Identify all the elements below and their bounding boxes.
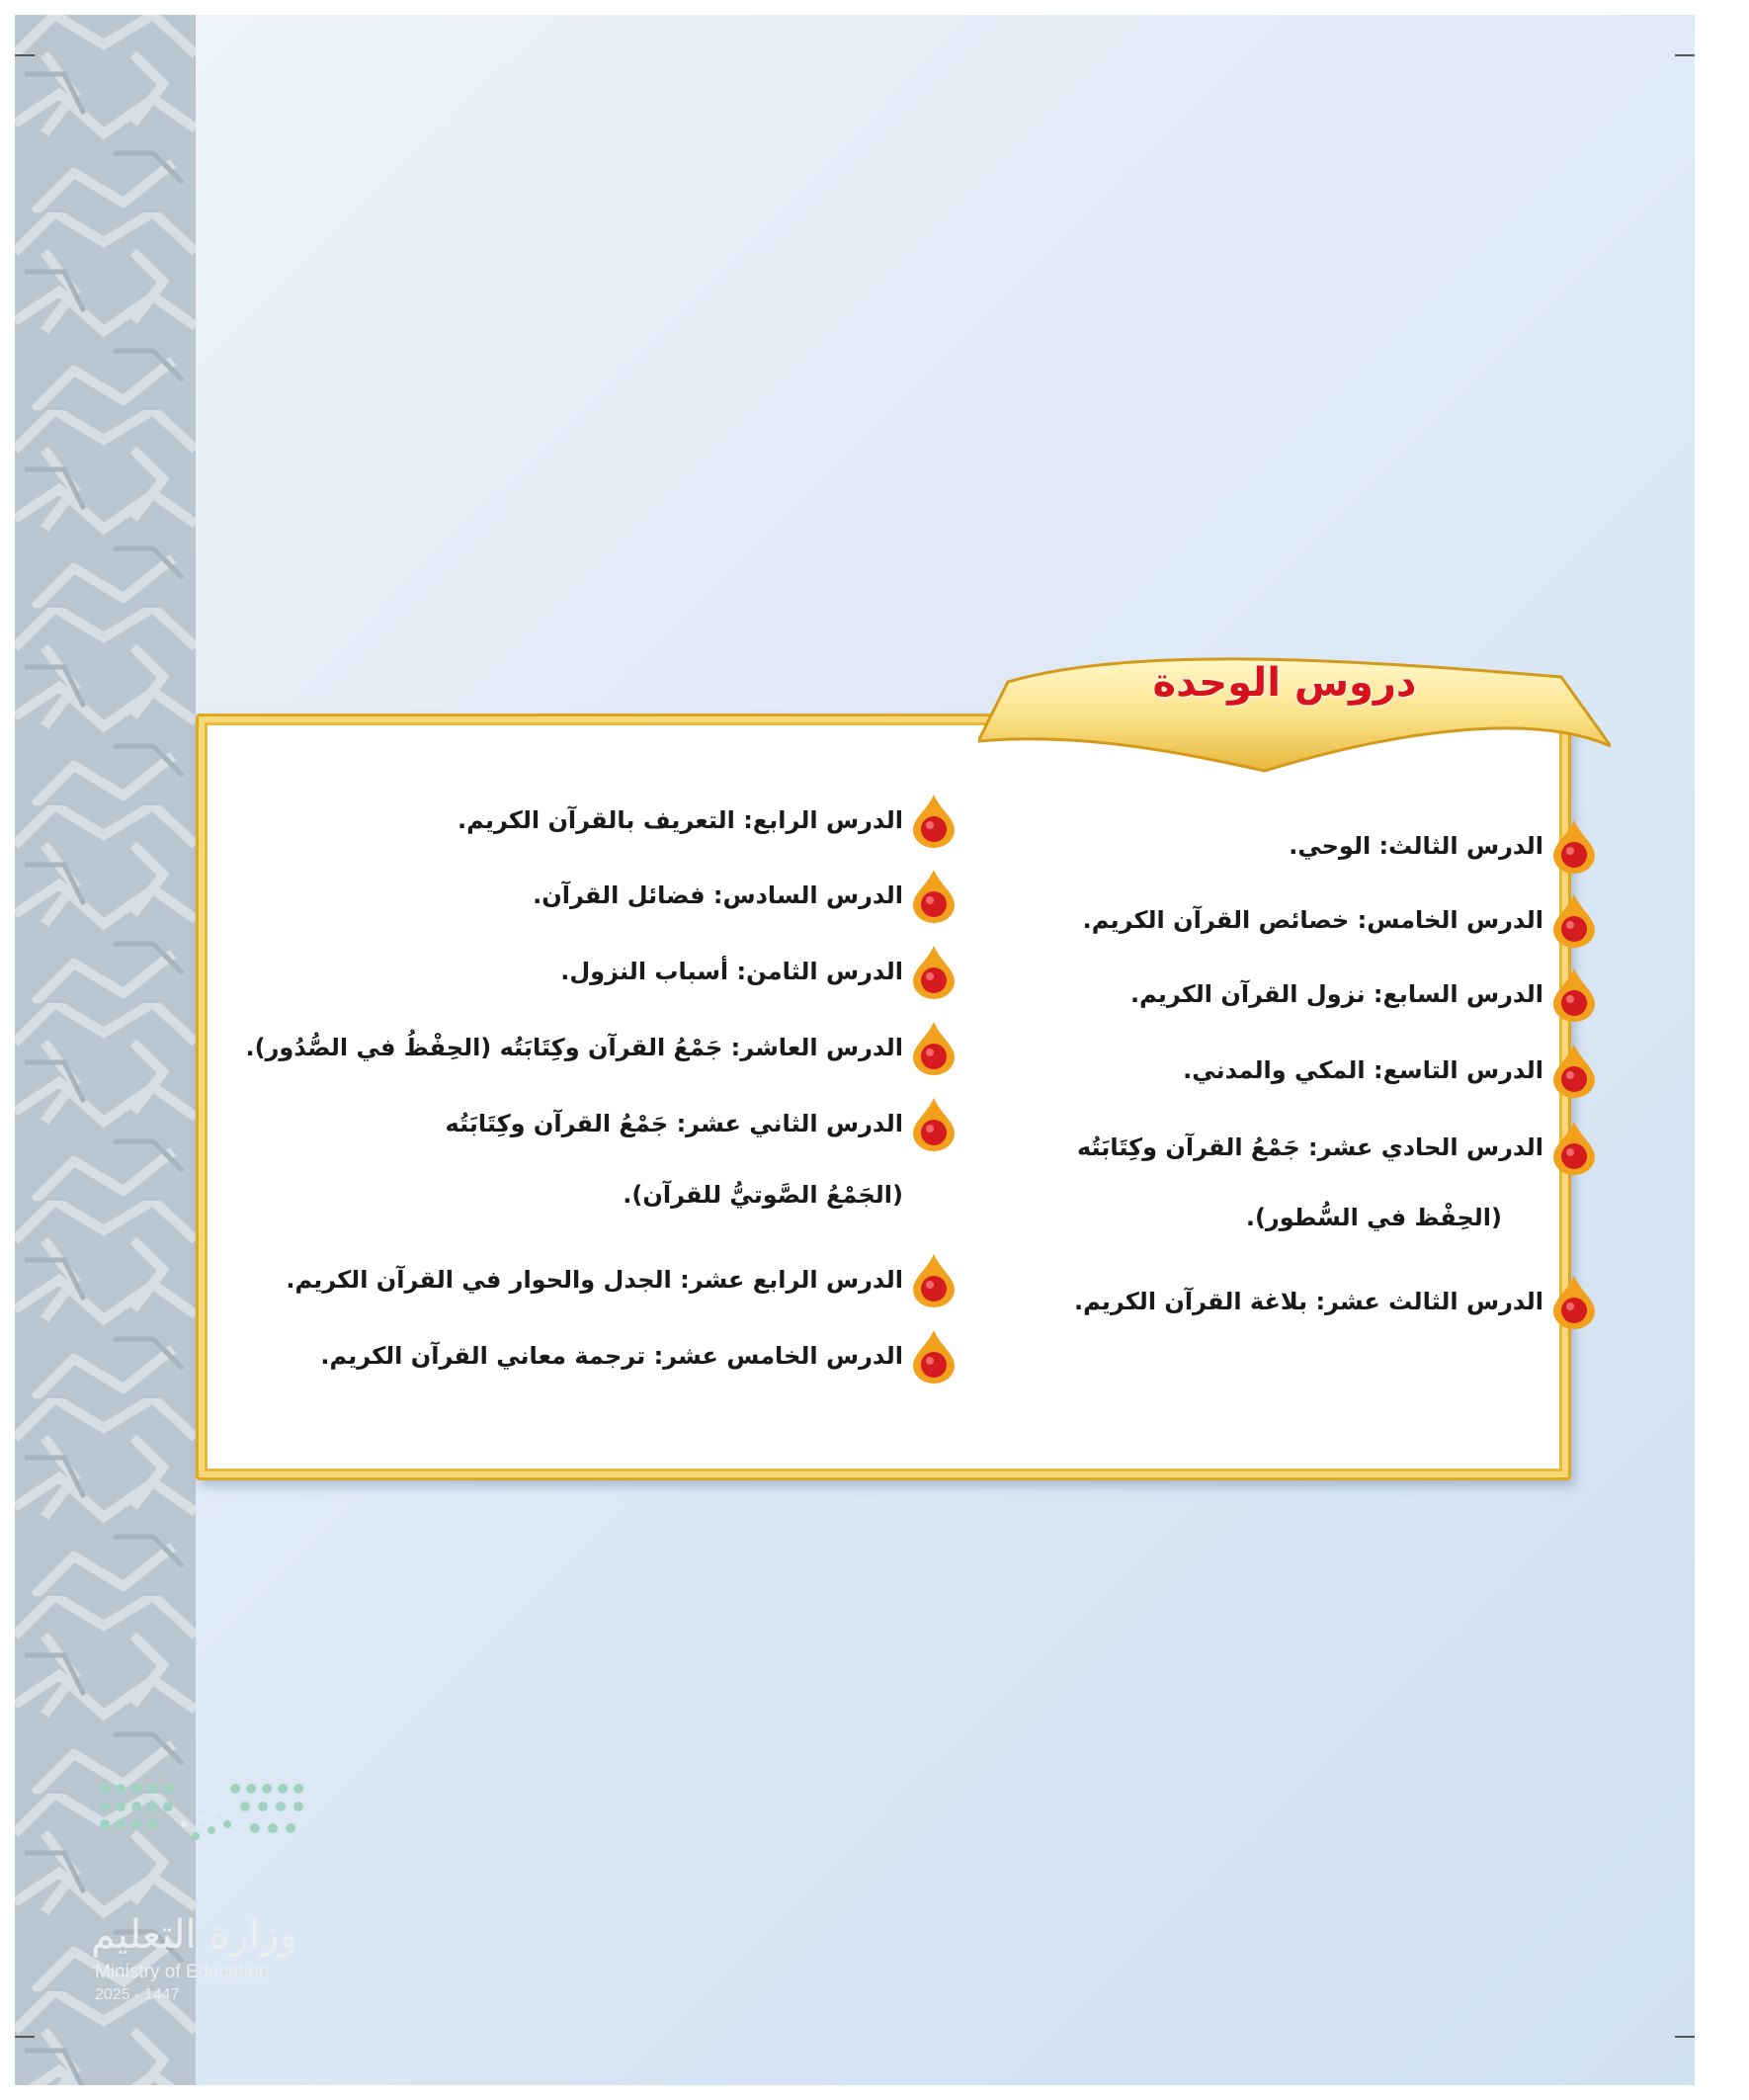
drop-bullet-icon	[911, 1020, 957, 1075]
lesson-left-3[interactable]	[560, 952, 903, 991]
lesson-label: الدرس الثامن: أسباب النزول.	[560, 958, 903, 985]
unit-lessons-title: دروس الوحدة	[1152, 660, 1417, 706]
lesson-label: الدرس الحادي عشر: جَمْعُ القرآن وكِتَابَتُه	[1077, 1134, 1543, 1161]
lesson-label: الدرس الرابع: التعريف بالقرآن الكريم.	[458, 806, 903, 834]
lesson-right-1[interactable]	[1289, 826, 1543, 866]
lesson-left-7[interactable]	[320, 1336, 903, 1376]
drop-bullet-icon	[1551, 1043, 1597, 1098]
lesson-label: الدرس الخامس عشر: ترجمة معاني القرآن الكريم.	[320, 1342, 903, 1370]
drop-bullet-icon	[911, 1096, 957, 1151]
geometric-pattern-icon	[15, 15, 196, 2085]
lesson-right-3[interactable]	[1130, 974, 1543, 1014]
ministry-name-en: Ministry of Education	[95, 1962, 270, 1982]
drop-bullet-icon	[1551, 818, 1597, 874]
lesson-left-1[interactable]	[458, 800, 903, 840]
crop-mark	[1675, 2036, 1695, 2038]
lesson-left-5-continuation: (الجَمْعُ الصَّوتيُّ للقرآن).	[623, 1181, 903, 1209]
drop-bullet-icon	[911, 868, 957, 923]
decorative-side-band	[15, 15, 196, 2085]
lesson-right-4[interactable]	[1183, 1050, 1543, 1090]
ministry-year: 2025 - 1447	[95, 1986, 180, 2003]
drop-bullet-icon	[911, 1252, 957, 1307]
lesson-right-5[interactable]	[1077, 1128, 1543, 1167]
lesson-label: الدرس السابع: نزول القرآن الكريم.	[1129, 980, 1543, 1008]
drop-bullet-icon	[1551, 966, 1597, 1022]
lesson-label: الدرس الثالث عشر: بلاغة القرآن الكريم.	[1073, 1288, 1543, 1315]
drop-bullet-icon	[1551, 892, 1597, 948]
lesson-left-4[interactable]	[246, 1028, 903, 1067]
lesson-label: الدرس العاشر: جَمْعُ القرآن وكِتَابَتُه (الحِفْظُ في الصُّدُور).	[245, 1034, 903, 1061]
ministry-logo-icon	[97, 1779, 309, 1858]
lesson-label: الدرس الثاني عشر: جَمْعُ القرآن وكِتَابَتُه	[445, 1110, 903, 1137]
ministry-name-ar: وزارة التعليم	[91, 1912, 298, 1958]
lesson-left-5[interactable]	[446, 1104, 903, 1143]
crop-mark	[15, 2036, 35, 2038]
lesson-left-2[interactable]	[533, 876, 903, 915]
lesson-label: الدرس الخامس: خصائص القرآن الكريم.	[1082, 906, 1543, 934]
lesson-label: الدرس الرابع عشر: الجدل والحوار في القرآن الكريم.	[286, 1266, 903, 1294]
lesson-label: الدرس الثالث: الوحي.	[1289, 832, 1543, 860]
drop-bullet-icon	[1551, 1120, 1597, 1175]
lesson-right-6[interactable]	[1074, 1282, 1543, 1321]
lesson-right-2[interactable]	[1083, 900, 1543, 940]
lesson-left-6[interactable]	[286, 1260, 903, 1300]
drop-bullet-icon	[1551, 1274, 1597, 1329]
drop-bullet-icon	[911, 793, 957, 848]
drop-bullet-icon	[911, 944, 957, 999]
crop-mark	[15, 54, 35, 56]
lesson-right-5-continuation: (الحِفْظ في السُّطور).	[1245, 1204, 1502, 1231]
lesson-label: الدرس التاسع: المكي والمدني.	[1183, 1056, 1543, 1084]
lesson-label: الدرس السادس: فضائل القرآن.	[533, 882, 903, 909]
crop-mark	[1675, 54, 1695, 56]
drop-bullet-icon	[911, 1328, 957, 1384]
